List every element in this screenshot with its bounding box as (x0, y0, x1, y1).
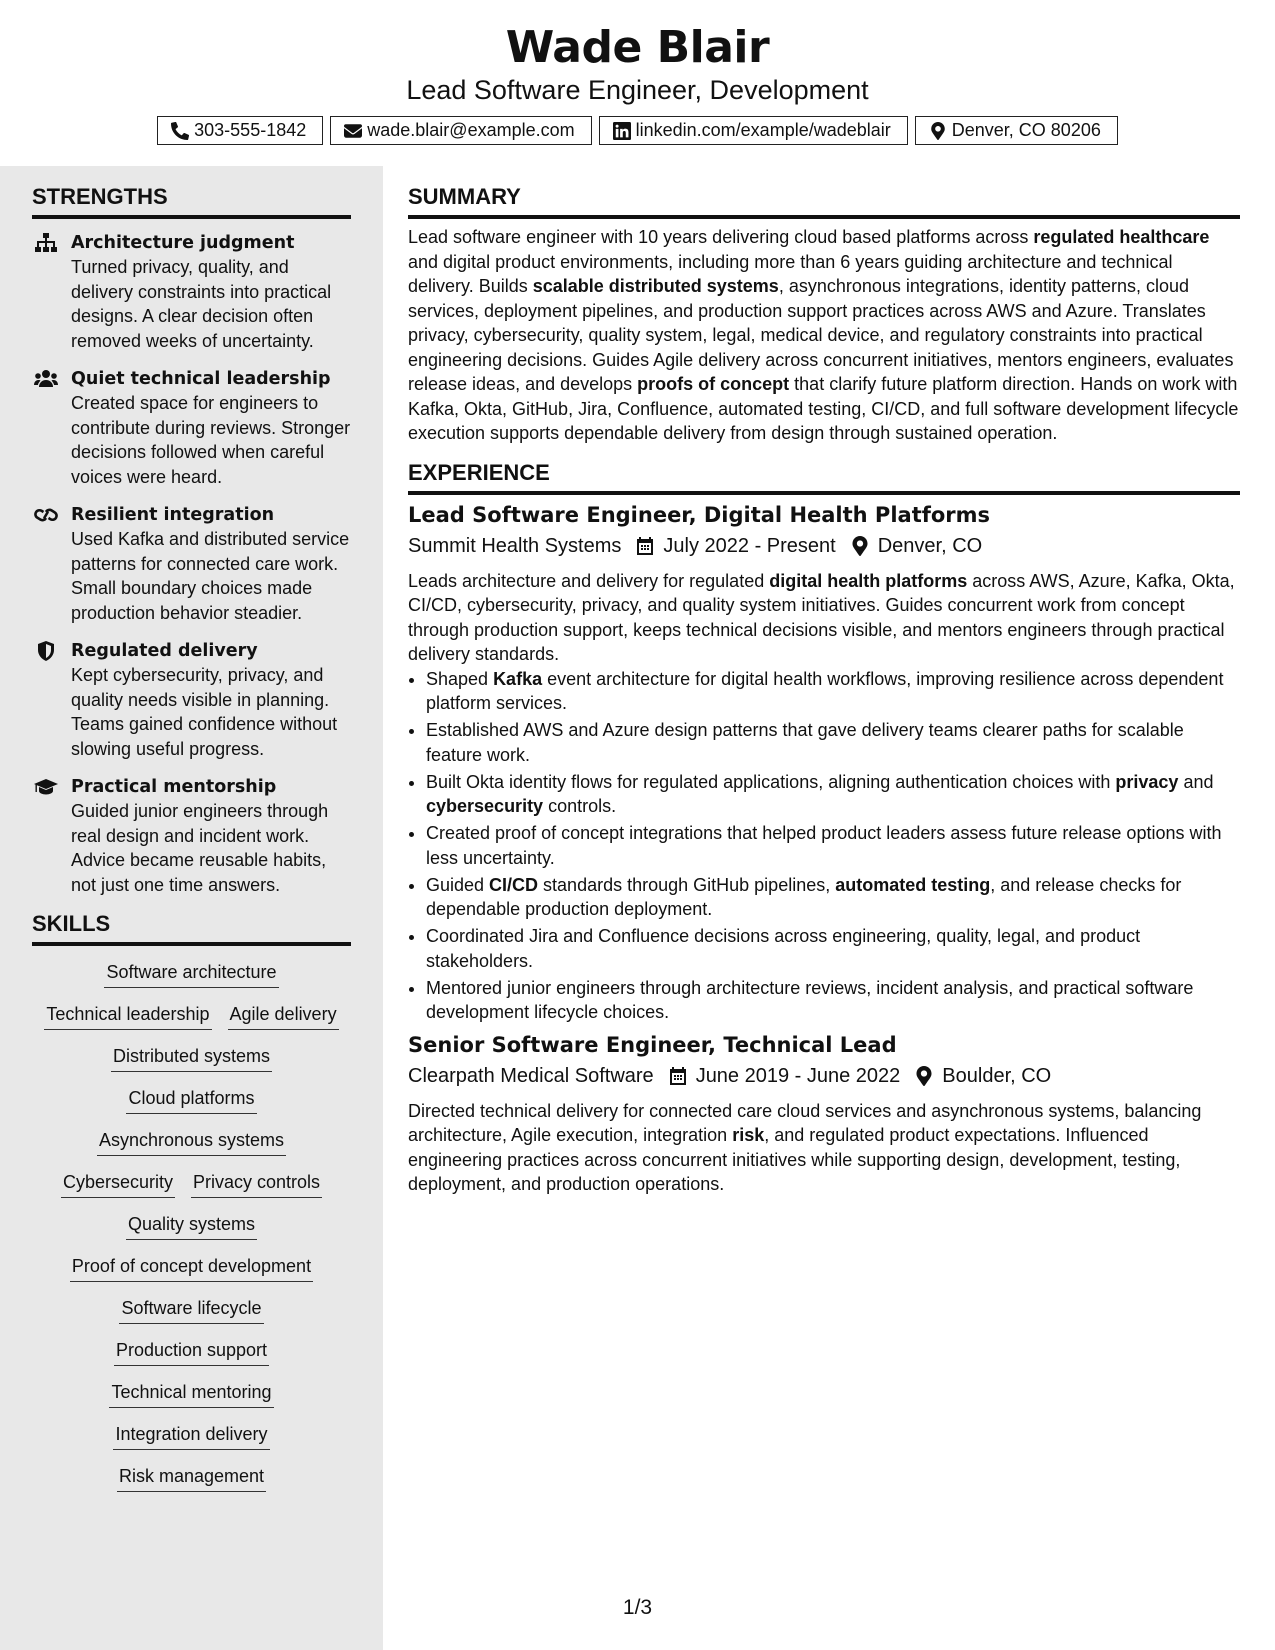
strengths-heading: STRENGTHS (32, 184, 351, 219)
strength-title: Resilient integration (71, 505, 275, 525)
text-run: , and regulated product expectations. Influenced engineering practices across concurrent initiatives while supporting design, development, testing, deployment, and production operations. (408, 1125, 1181, 1194)
skill-row (32, 1128, 351, 1156)
map-pin-icon (850, 536, 870, 556)
skill-row (32, 1338, 351, 1366)
emphasis-text: scalable distributed systems (532, 276, 779, 296)
skill-row (32, 1044, 351, 1072)
text-run: Created proof of concept integrations that helped product leaders assess future release options with less uncertainty. (426, 823, 1222, 868)
resume-header (0, 0, 1275, 166)
skill-row (32, 1464, 351, 1492)
bullet-item (426, 667, 1240, 716)
skill-tag: Distributed systems (111, 1044, 272, 1072)
emphasis-text: privacy (1115, 771, 1179, 792)
skill-tag: Production support (114, 1338, 269, 1366)
strength-description: Guided junior engineers through real design and incident work. Advice became reusable habits, not just one time answers. (71, 801, 329, 895)
experience-heading: EXPERIENCE (408, 460, 1240, 495)
strength-item (32, 231, 351, 353)
text-run: Coordinated Jira and Confluence decisions across engineering, quality, legal, and product stakeholders. (426, 926, 1141, 971)
calendar-icon (668, 1066, 688, 1086)
skill-tag: Asynchronous systems (97, 1128, 286, 1156)
skill-row (32, 1296, 351, 1324)
text-run: Directed technical delivery for connected care cloud services and asynchronous systems, balancing architecture, Agile execution, integration (408, 1100, 1202, 1145)
job-description (408, 569, 1240, 667)
strength-description: Turned privacy, quality, and delivery constraints into practical designs. A clear decision often removed weeks of uncertainty. (71, 257, 332, 351)
job-entry (408, 1031, 1240, 1197)
candidate-title: Lead Software Engineer, Development (406, 75, 869, 105)
strength-description: Created space for engineers to contribute during reviews. Stronger decisions followed when careful voices were heard. (71, 393, 351, 487)
skill-tag: Cybersecurity (61, 1170, 175, 1198)
skill-tag: Agile delivery (228, 1002, 339, 1030)
skills-list (32, 960, 351, 1492)
text-run: Established AWS and Azure design patterns that gave delivery teams clearer paths for scalable feature work. (426, 720, 1184, 765)
job-title: Senior Software Engineer, Technical Lead (408, 1032, 897, 1057)
text-run: and digital product environments, including more than 6 years guiding architecture and technical delivery. Builds (408, 251, 1173, 296)
skill-row (32, 1086, 351, 1114)
text-run: , and release checks for dependable production deployment. (426, 874, 1182, 919)
job-meta (408, 531, 1240, 561)
graduation-cap-icon (34, 777, 58, 797)
skill-row (32, 1254, 351, 1282)
text-run: Mentored junior engineers through architecture reviews, incident analysis, and practical software development lifecycle choices. (426, 977, 1194, 1022)
link-icon (34, 505, 58, 525)
emphasis-text: regulated healthcare (1033, 227, 1210, 247)
summary-heading: SUMMARY (408, 184, 1240, 219)
text-run: and (1178, 771, 1214, 792)
contact-email[interactable] (330, 116, 591, 145)
skill-row (32, 1170, 351, 1198)
skill-row (32, 1380, 351, 1408)
text-run: Lead software engineer with 10 years delivering cloud based platforms across (408, 227, 1034, 247)
skill-tag: Software lifecycle (119, 1296, 263, 1324)
skill-row (32, 1212, 351, 1240)
text-run: , asynchronous integrations, identity patterns, cloud services, deployment pipelines, and production support practices across AWS and Azure. Translates privacy, cybersecurity, quality system, legal, medical device, and regulatory constraints into practical engineering decisions. Guides Agile delivery across concurrent initiatives, mentors engineers, evaluates release ideas, and develops (408, 276, 1234, 394)
job-dates: June 2019 - June 2022 (695, 1064, 901, 1087)
emphasis-text: automated testing (835, 874, 991, 895)
company-name: Summit Health Systems (408, 534, 622, 557)
job-location: Boulder, CO (942, 1064, 1052, 1087)
contact-linkedin[interactable] (599, 116, 908, 145)
bullet-item (426, 821, 1240, 870)
job-bullets (408, 667, 1240, 1025)
job-entry (408, 501, 1240, 1025)
main-column (408, 166, 1240, 1197)
skill-tag: Technical leadership (44, 1002, 211, 1030)
bullet-item (426, 976, 1240, 1025)
contact-phone[interactable] (157, 116, 323, 145)
emphasis-text: cybersecurity (426, 796, 544, 816)
job-dates: July 2022 - Present (663, 534, 836, 557)
bullet-item (426, 924, 1240, 973)
text-run: across AWS, Azure, Kafka, Okta, CI/CD, cybersecurity, privacy, and quality system initiatives. Guides concurrent work from concept through production support, keeps technical decisions visible, and mentors engineers through practical delivery standards. (408, 570, 1235, 664)
users-icon (34, 369, 58, 389)
text-run: Leads architecture and delivery for regulated (408, 570, 770, 591)
emphasis-text: proofs of concept (637, 374, 790, 394)
text-run: Built Okta identity flows for regulated applications, aligning authentication choices with (426, 771, 1116, 792)
contact-text: wade.blair@example.com (367, 120, 575, 140)
strength-item (32, 639, 351, 761)
text-run: controls. (543, 796, 617, 816)
emphasis-text: risk (732, 1125, 765, 1145)
sidebar-content (32, 184, 351, 1506)
strength-description: Used Kafka and distributed service patterns for connected care work. Small boundary choices made production behavior steadier. (71, 529, 350, 623)
skill-tag: Software architecture (104, 960, 278, 988)
skill-row (32, 960, 351, 988)
envelope-icon (344, 122, 362, 140)
job-meta (408, 1061, 1240, 1091)
bullet-item (426, 873, 1240, 922)
skill-tag: Risk management (117, 1464, 266, 1492)
contact-location[interactable] (915, 116, 1118, 145)
job-location: Denver, CO (877, 534, 983, 557)
skill-tag: Proof of concept development (70, 1254, 313, 1282)
calendar-icon (635, 536, 655, 556)
shield-icon (34, 641, 58, 661)
skills-heading: SKILLS (32, 911, 351, 946)
skill-row (32, 1002, 351, 1030)
text-run: standards through GitHub pipelines, (538, 874, 836, 895)
strengths-list (32, 231, 351, 897)
strength-title: Practical mentorship (71, 777, 277, 797)
contact-text: linkedin.com/example/wadeblair (635, 120, 891, 140)
skill-tag: Privacy controls (191, 1170, 322, 1198)
strength-title: Architecture judgment (71, 233, 295, 253)
sitemap-icon (34, 233, 58, 253)
summary-text (408, 225, 1240, 446)
skill-row (32, 1422, 351, 1450)
page-number: 1/3 (622, 1596, 653, 1619)
skill-tag: Cloud platforms (126, 1086, 256, 1114)
bullet-item (426, 718, 1240, 767)
candidate-name: Wade Blair (505, 22, 770, 73)
emphasis-text: CI/CD (489, 874, 539, 895)
job-title: Lead Software Engineer, Digital Health Platforms (408, 502, 991, 527)
strength-item (32, 775, 351, 897)
text-run: Guided (426, 874, 490, 895)
strength-description: Kept cybersecurity, privacy, and quality needs visible in planning. Teams gained confidence without slowing useful progress. (71, 665, 338, 759)
text-run: event architecture for digital health workflows, improving resilience across dependent platform services. (426, 668, 1224, 713)
sidebar (0, 166, 383, 1650)
contact-text: Denver, CO 80206 (951, 120, 1101, 140)
contact-text: 303-555-1842 (194, 120, 307, 140)
emphasis-text: Kafka (493, 668, 543, 689)
contact-bar (0, 116, 1275, 145)
phone-icon (171, 122, 189, 140)
text-run: Shaped (426, 668, 494, 689)
emphasis-text: digital health platforms (769, 570, 968, 591)
strength-title: Regulated delivery (71, 641, 258, 661)
job-description (408, 1099, 1240, 1197)
skill-tag: Quality systems (126, 1212, 257, 1240)
strength-item (32, 367, 351, 489)
map-pin-icon (914, 1066, 934, 1086)
linkedin-icon (613, 122, 631, 140)
map-pin-icon (929, 122, 947, 140)
text-run: that clarify future platform direction. Hands on work with Kafka, Okta, GitHub, Jira, Confluence, automated testing, CI/CD, and full software development lifecycle execution supports dependable delivery from design through sustained operation. (408, 374, 1239, 443)
company-name: Clearpath Medical Software (408, 1064, 654, 1087)
bullet-item (426, 770, 1240, 819)
strength-item (32, 503, 351, 625)
skill-tag: Integration delivery (113, 1422, 269, 1450)
skill-tag: Technical mentoring (109, 1380, 273, 1408)
strength-title: Quiet technical leadership (71, 369, 331, 389)
